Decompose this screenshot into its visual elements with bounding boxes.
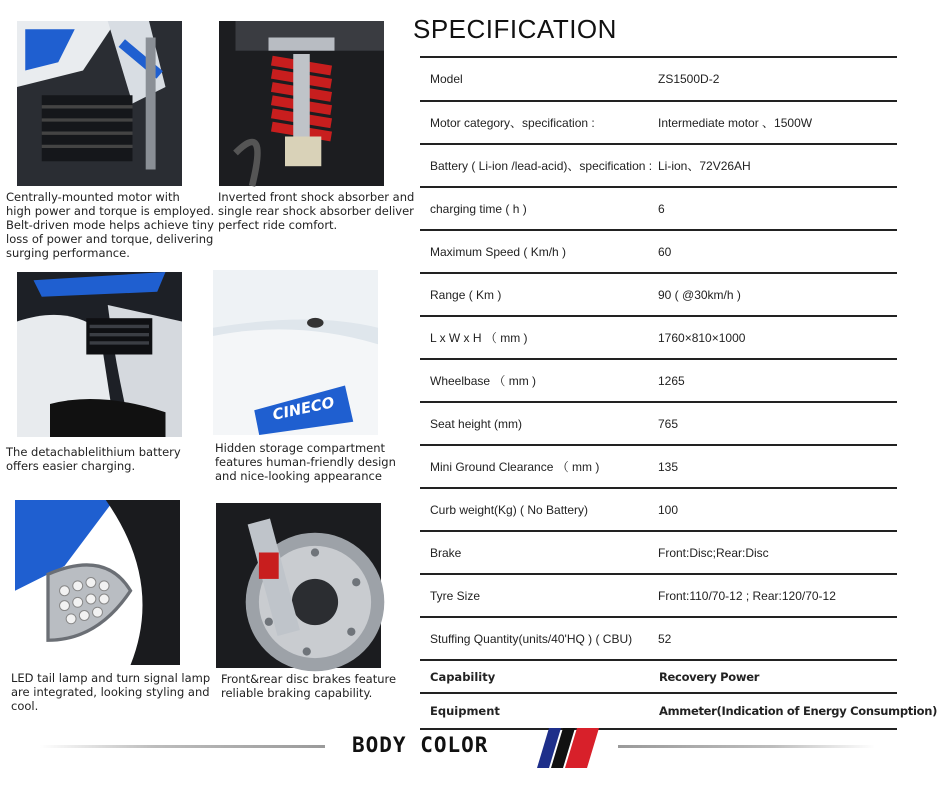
battery-photo	[17, 272, 182, 437]
caption-line: Inverted front shock absorber and	[218, 190, 415, 204]
spec-row-capability	[420, 659, 897, 692]
spec-label: charging time ( h )	[430, 201, 527, 216]
spec-row-dimensions	[420, 315, 897, 358]
shock-absorber-photo	[219, 21, 384, 186]
caption-line: and nice-looking appearance	[215, 469, 382, 483]
spec-value: 52	[658, 631, 672, 646]
spec-row-range	[420, 272, 897, 315]
spec-value: 135	[658, 459, 679, 474]
caption-line: are integrated, looking styling and	[11, 685, 210, 699]
tail-lamp-caption	[11, 671, 210, 713]
spec-value: Front:110/70-12 ; Rear:120/70-12	[658, 588, 836, 603]
spec-label: L x W x H （ mm )	[430, 331, 528, 345]
disc-brake-icon	[216, 503, 381, 668]
spec-row-wheelbase	[420, 358, 897, 401]
spec-value: 60	[658, 244, 672, 259]
spec-value: ZS1500D-2	[658, 72, 720, 86]
spec-row-model	[420, 56, 897, 100]
spec-row-ground-clearance	[420, 444, 897, 487]
motor-photo	[17, 21, 182, 186]
footer-divider-left	[40, 745, 325, 748]
spec-row-motor	[420, 100, 897, 143]
spec-title: SPECIFICATION	[413, 14, 617, 44]
spec-row-equipment	[420, 692, 937, 728]
disc-brake-photo	[216, 503, 381, 668]
storage-compartment-caption	[215, 441, 396, 483]
spec-value: Front:Disc;Rear:Disc	[658, 545, 769, 560]
spec-value: 6	[658, 201, 665, 216]
color-stripes-icon	[537, 728, 599, 768]
spec-label: Model	[430, 72, 463, 86]
storage-compartment-icon	[213, 270, 378, 435]
spec-value: 1760×810×1000	[658, 330, 746, 345]
spec-label: Battery ( Li-ion /lead-acid)、specification :	[430, 159, 653, 173]
shock-absorber-icon	[219, 21, 384, 186]
storage-compartment-photo	[213, 270, 378, 435]
spec-table-bottom-rule	[420, 728, 897, 730]
spec-label: Motor category、specification :	[430, 116, 595, 130]
spec-row-brake	[420, 530, 897, 573]
spec-value: 765	[658, 416, 679, 431]
spec-label: Equipment	[430, 704, 500, 718]
spec-label: Brake	[430, 545, 462, 560]
caption-line: Centrally-mounted motor with	[6, 190, 180, 204]
battery-caption	[6, 445, 181, 473]
spec-value: 90 ( @30km/h )	[658, 287, 741, 302]
spec-table	[420, 56, 937, 730]
spec-label: Stuffing Quantity(units/40'HQ ) ( CBU)	[430, 631, 633, 646]
spec-label: Mini Ground Clearance （ mm )	[430, 460, 600, 474]
caption-line: reliable braking capability.	[221, 686, 373, 700]
caption-line: Hidden storage compartment	[215, 441, 386, 455]
footer-divider-right	[618, 745, 875, 748]
caption-line: Belt-driven mode helps achieve tiny	[6, 218, 214, 232]
battery-icon	[17, 272, 182, 437]
spec-row-stuffing-quantity	[420, 616, 897, 659]
motor-caption	[6, 190, 214, 260]
spec-value: Ammeter(Indication of Energy Consumption)	[659, 704, 937, 718]
brand-logo: CINECO	[271, 393, 336, 424]
caption-line: single rear shock absorber deliver	[218, 204, 414, 218]
tail-lamp-icon	[15, 500, 180, 665]
caption-line: Front&rear disc brakes feature	[221, 672, 397, 686]
spec-label: Tyre Size	[430, 588, 481, 603]
caption-line: features human-friendly design	[215, 455, 396, 469]
spec-row-seat-height	[420, 401, 897, 444]
spec-value: Li-ion、72V26AH	[658, 159, 751, 173]
spec-row-max-speed	[420, 229, 897, 272]
spec-value: 1265	[658, 373, 685, 388]
caption-line: loss of power and torque, delivering	[6, 232, 214, 246]
caption-line: perfect ride comfort.	[218, 218, 338, 232]
caption-line: high power and torque is employed.	[6, 204, 215, 218]
spec-label: Seat height (mm)	[430, 416, 523, 431]
spec-label: Capability	[430, 669, 496, 684]
shock-absorber-caption	[218, 190, 414, 232]
caption-line: cool.	[11, 699, 39, 713]
spec-value: 100	[658, 502, 679, 517]
motor-icon	[17, 21, 182, 186]
caption-line: surging performance.	[6, 246, 130, 260]
spec-row-tyre-size	[420, 573, 897, 616]
tail-lamp-photo	[15, 500, 180, 665]
caption-line: LED tail lamp and turn signal lamp	[11, 671, 211, 685]
spec-row-charging-time	[420, 186, 897, 229]
spec-value: Recovery Power	[659, 669, 760, 684]
spec-row-curb-weight	[420, 487, 897, 530]
body-color-heading: BODY COLOR	[352, 733, 489, 757]
spec-label: Maximum Speed ( Km/h )	[430, 244, 567, 259]
spec-label: Wheelbase （ mm )	[430, 374, 537, 388]
caption-line: The detachablelithium battery	[6, 445, 181, 459]
spec-label: Curb weight(Kg) ( No Battery)	[430, 502, 589, 517]
spec-value: Intermediate motor 、1500W	[658, 116, 813, 130]
spec-label: Range ( Km )	[430, 287, 502, 302]
spec-row-battery	[420, 143, 897, 186]
disc-brake-caption	[221, 672, 396, 700]
caption-line: offers easier charging.	[6, 459, 136, 473]
